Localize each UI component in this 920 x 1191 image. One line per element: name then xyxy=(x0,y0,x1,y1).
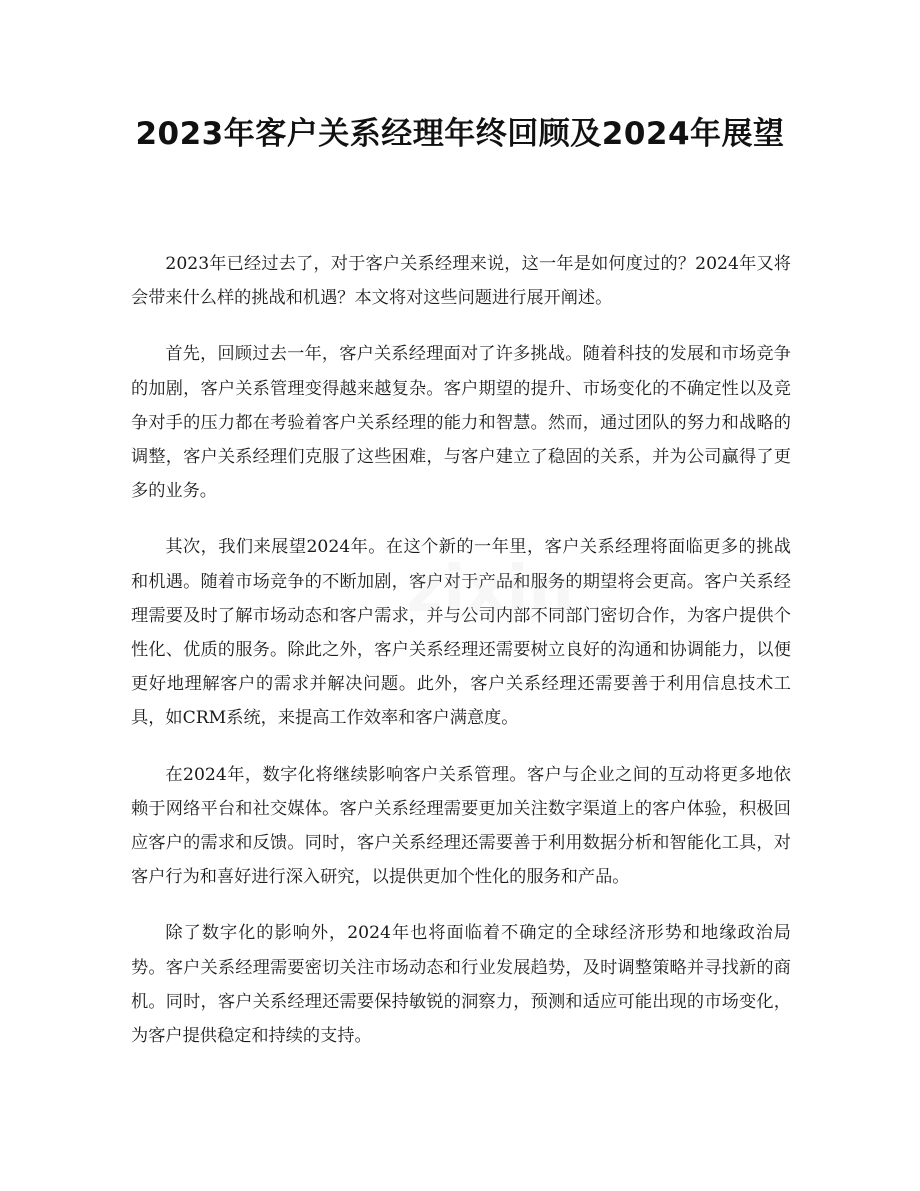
paragraph-intro: 2023年已经过去了，对于客户关系经理来说，这一年是如何度过的？2024年又将会带来什么样的挑战和机遇？本文将对这些问题进行展开阐述。 xyxy=(131,254,791,309)
paragraph-review: 首先，回顾过去一年，客户关系经理面对了许多挑战。随着科技的发展和市场竞争的加剧，客户关系管理变得越来越复杂。客户期望的提升、市场变化的不确定性以及竞争对手的压力都在考验着客户关系经理的能力和智慧。然而，通过团队的努力和战略的调整，客户关系经理们克服了这些困难，与客户建立了稳固的关系，并为公司赢得了更多的业务。 xyxy=(131,344,791,502)
document-title: 2023年客户关系经理年终回顾及2024年展望 xyxy=(135,116,785,152)
paragraph-economy: 除了数字化的影响外，2024年也将面临着不确定的全球经济形势和地缘政治局势。客户关系经理需要密切关注市场动态和行业发展趋势，及时调整策略并寻找新的商机。同时，客户关系经理还需要保持敏锐的洞察力，预测和适应可能出现的市场变化，为客户提供稳定和持续的支持。 xyxy=(131,923,791,1047)
document-body xyxy=(131,247,791,1075)
paragraph-digital: 在2024年，数字化将继续影响客户关系管理。客户与企业之间的互动将更多地依赖于网络平台和社交媒体。客户关系经理需要更加关注数字渠道上的客户体验，积极回应客户的需求和反馈。同时，客户关系经理还需要善于利用数据分析和智能化工具，对客户行为和喜好进行深入研究，以提供更加个性化的服务和产品。 xyxy=(131,764,791,888)
watermark: zixin xyxy=(406,553,574,627)
paragraph-outlook: 其次，我们来展望2024年。在这个新的一年里，客户关系经理将面临更多的挑战和机遇。随着市场竞争的不断加剧，客户对于产品和服务的期望将会更高。客户关系经理需要及时了解市场动态和客户需求，并与公司内部不同部门密切合作，为客户提供个性化、优质的服务。除此之外，客户关系经理还需要树立良好的沟通和协调能力，以便更好地理解客户的需求并解决问题。此外，客户关系经理还需要善于利用信息技术工具，如CRM系统，来提高工作效率和客户满意度。 xyxy=(131,537,791,729)
